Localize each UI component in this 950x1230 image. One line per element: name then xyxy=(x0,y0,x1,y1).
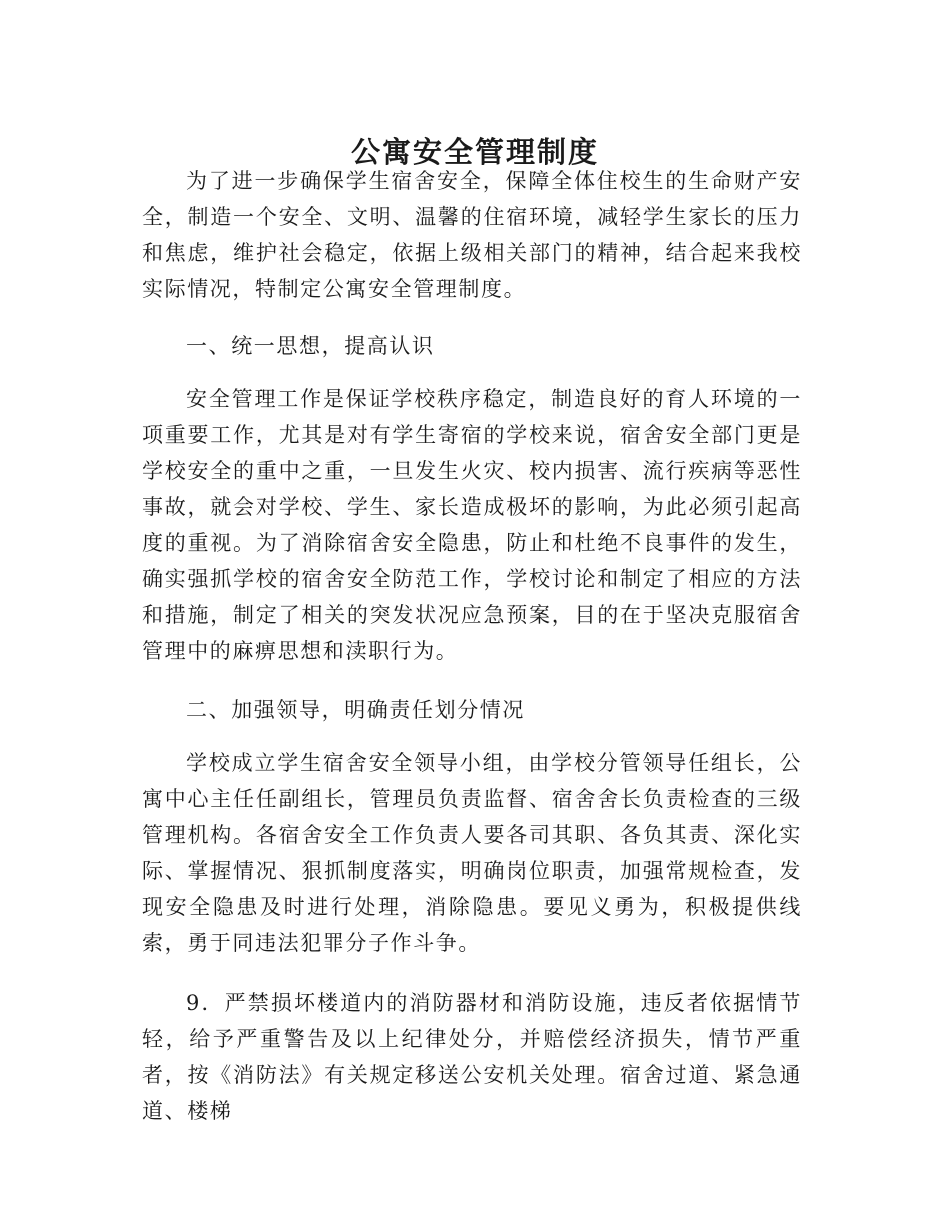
document-title: 公寓安全管理制度 xyxy=(350,135,599,170)
intro-paragraph: 为了进一步确保学生宿舍安全，保障全体住校生的生命财产安全，制造一个安全、文明、温馨的住宿环境，减轻学生家长的压力和焦虑，维护社会稳定，依据上级相关部门的精神，结合起来我校实际情况，特制定公寓安全管理制度。 xyxy=(142,169,802,301)
section-body-1: 安全管理工作是保证学校秩序稳定，制造良好的育人环境的一项重要工作，尤其是对有学生寄宿的学校来说，宿舍安全部门更是学校安全的重中之重，一旦发生火灾、校内损害、流行疾病等恶性事故，就会对学校、学生、家长造成极坏的影响，为此必须引起高度的重视。为了消除宿舍安全隐患，防止和杜绝不良事件的发生，确实强抓学校的宿舍安全防范工作，学校讨论和制定了相应的方法和措施，制定了相关的突发状况应急预案，目的在于坚决克服宿舍管理中的麻痹思想和渎职行为。 xyxy=(142,387,802,663)
item-9-paragraph: 9．严禁损坏楼道内的消防器材和消防设施，违反者依据情节轻，给予严重警告及以上纪律处分，并赔偿经济损失，情节严重者，按《消防法》有关规定移送公安机关处理。宿舍过道、紧急通道、楼梯 xyxy=(142,991,802,1123)
section-heading-2: 二、加强领导，明确责任划分情况 xyxy=(186,698,525,722)
section-heading-1: 一、统一思想，提高认识 xyxy=(186,334,435,358)
section-body-2: 学校成立学生宿舍安全领导小组，由学校分管领导任组长，公寓中心主任任副组长，管理员负责监督、宿舍舍长负责检查的三级管理机构。各宿舍安全工作负责人要各司其职、各负其责、深化实际、掌握情况、狠抓制度落实，明确岗位职责，加强常规检查，发现安全隐患及时进行处理，消除隐患。要见义勇为，积极提供线索，勇于同违法犯罪分子作斗争。 xyxy=(142,751,802,955)
